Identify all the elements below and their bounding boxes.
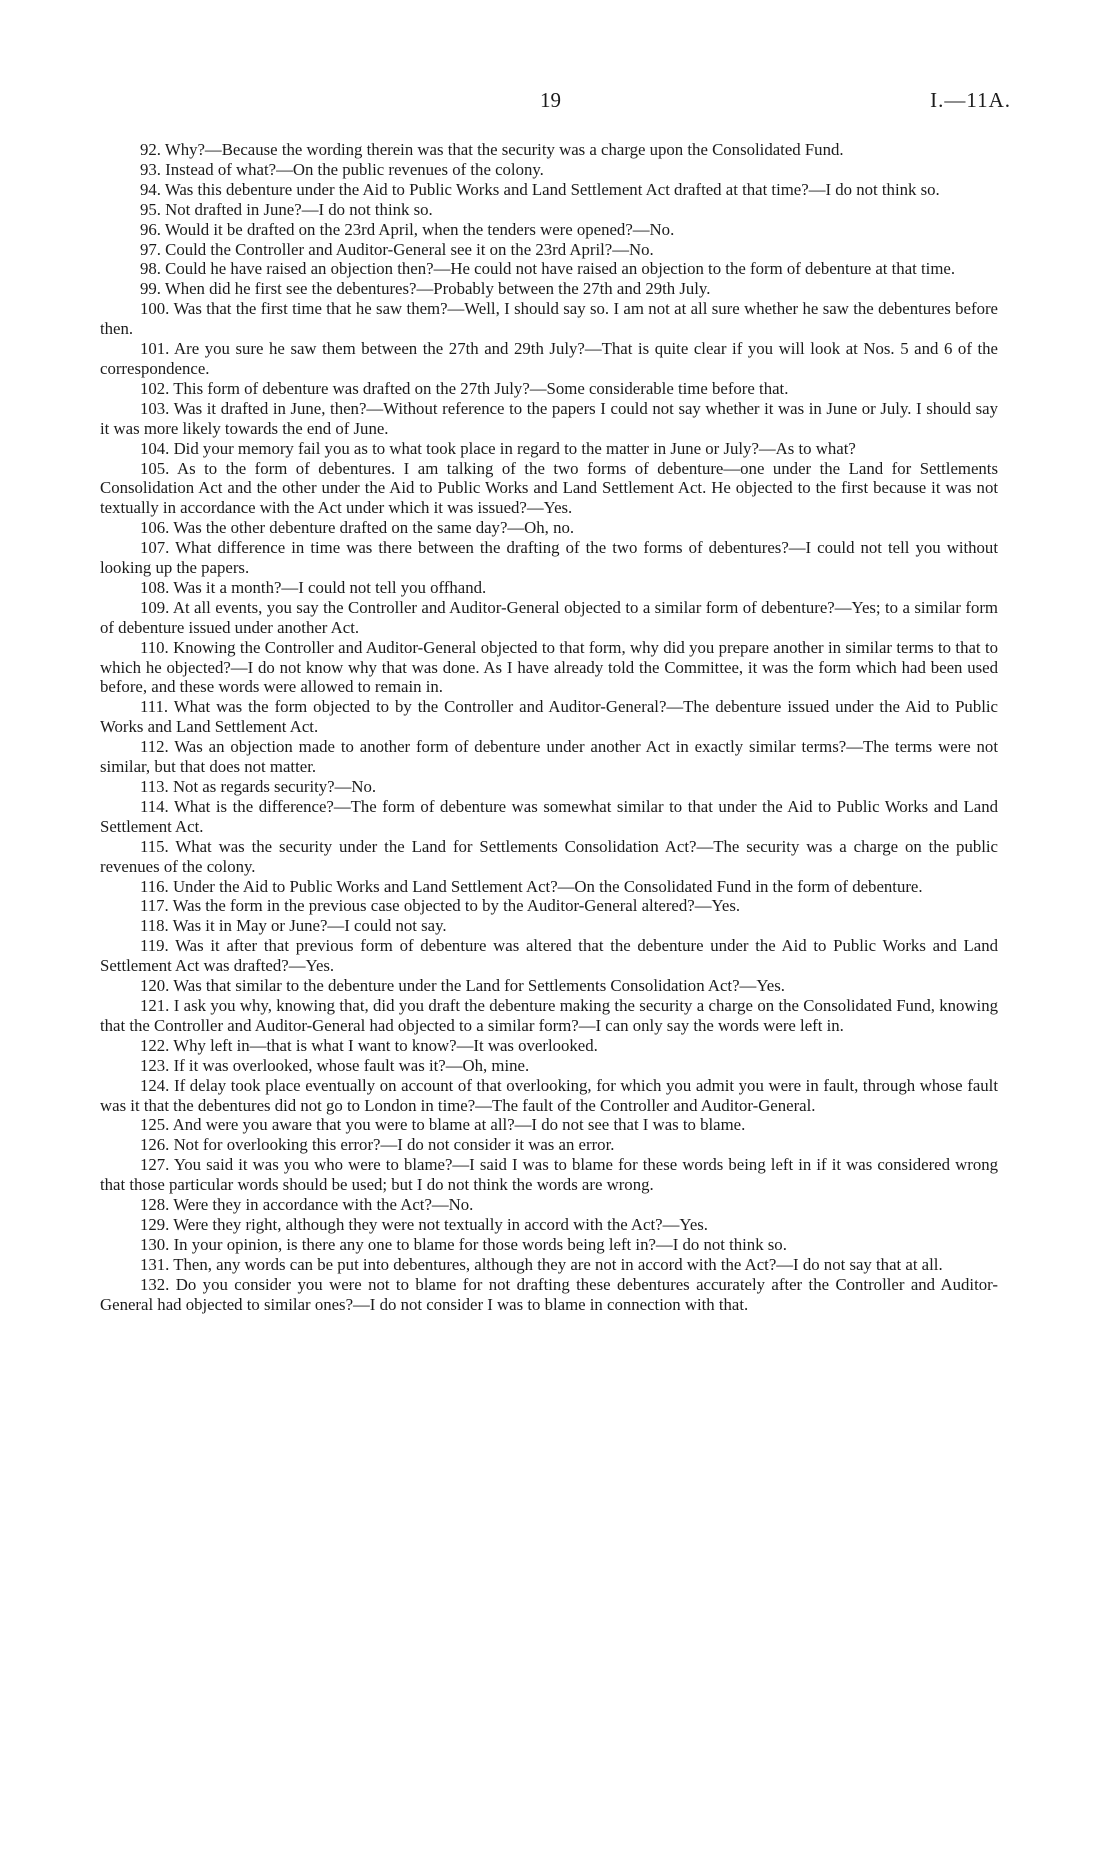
question-124: 124. If delay took place eventually on account of that overlooking, for which you admit you were in fault, through whose fault was it that the debentures did not go to London in time?—The fault of the Controller and Auditor-General. <box>100 1075 998 1115</box>
question-131: 131. Then, any words can be put into debentures, although they are not in accord with the Act?—I do not say that at all. <box>140 1254 943 1274</box>
question-97: 97. Could the Controller and Auditor-General see it on the 23rd April?—No. <box>140 239 654 259</box>
question-96: 96. Would it be drafted on the 23rd April, when the tenders were opened?—No. <box>140 219 675 239</box>
question-105: 105. As to the form of debentures. I am talking of the two forms of debenture—one under the Land for Settlements Consolidation Act and the other under the Aid to Public Works and Land Settlement Act. He objected to the first because it was not textually in accordance with the Act under which it was issued?—Yes. <box>100 458 998 518</box>
question-117: 117. Was the form in the previous case objected to by the Auditor-General altered?—Yes. <box>140 896 741 916</box>
question-114: 114. What is the difference?—The form of debenture was somewhat similar to that under the Aid to Public Works and Land Settlement Act. <box>100 796 998 836</box>
question-116: 116. Under the Aid to Public Works and Land Settlement Act?—On the Consolidated Fund in the form of debenture. <box>140 876 923 896</box>
question-123: 123. If it was overlooked, whose fault was it?—Oh, mine. <box>140 1055 530 1075</box>
question-118: 118. Was it in May or June?—I could not say. <box>140 916 447 936</box>
question-129: 129. Were they right, although they were not textually in accord with the Act?—Yes. <box>140 1214 708 1234</box>
question-104: 104. Did your memory fail you as to what took place in regard to the matter in June or July?—As to what? <box>140 438 856 458</box>
question-92: 92. Why?—Because the wording therein was that the security was a charge upon the Consolidated Fund. <box>140 140 844 159</box>
question-108: 108. Was it a month?—I could not tell you offhand. <box>140 577 487 597</box>
question-125: 125. And were you aware that you were to blame at all?—I do not see that I was to blame. <box>140 1115 746 1135</box>
question-119: 119. Was it after that previous form of debenture was altered that the debenture under the Aid to Public Works and Land Settlement Act was drafted?—Yes. <box>100 936 998 976</box>
question-102: 102. This form of debenture was drafted on the 27th July?—Some considerable time before that. <box>140 378 789 398</box>
question-128: 128. Were they in accordance with the Act?—No. <box>140 1195 474 1215</box>
question-109: 109. At all events, you say the Controller and Auditor-General objected to a similar form of debenture?—Yes; to a similar form of debenture issued under another Act. <box>100 597 998 637</box>
document-reference: I.—11A. <box>930 88 1011 112</box>
question-130: 130. In your opinion, is there any one to blame for those words being left in?—I do not think so. <box>140 1234 787 1254</box>
question-132: 132. Do you consider you were not to blame for not drafting these debentures accurately after the Controller and Auditor-General had objected to similar ones?—I do not consider I was to blame in connection with that. <box>100 1274 998 1314</box>
question-94: 94. Was this debenture under the Aid to Public Works and Land Settlement Act drafted at that time?—I do not think so. <box>140 179 940 199</box>
question-100: 100. Was that the first time that he saw them?—Well, I should say so. I am not at all sure whether he saw the debentures before then. <box>100 299 998 339</box>
question-107: 107. What difference in time was there between the drafting of the two forms of debentures?—I could not tell you without looking up the papers. <box>100 538 998 578</box>
question-126: 126. Not for overlooking this error?—I do not consider it was an error. <box>140 1135 615 1155</box>
page-header <box>0 88 1114 116</box>
question-95: 95. Not drafted in June?—I do not think so. <box>140 199 433 219</box>
question-103: 103. Was it drafted in June, then?—Without reference to the papers I could not say whether it was in June or July. I should say it was more likely towards the end of June. <box>100 398 998 438</box>
question-111: 111. What was the form objected to by the Controller and Auditor-General?—The debenture issued under the Aid to Public Works and Land Settlement Act. <box>100 697 998 737</box>
question-120: 120. Was that similar to the debenture under the Land for Settlements Consolidation Act?—Yes. <box>140 976 785 996</box>
question-112: 112. Was an objection made to another form of debenture under another Act in exactly similar terms?—The terms were not similar, but that does not matter. <box>100 737 998 777</box>
question-93: 93. Instead of what?—On the public revenues of the colony. <box>140 159 544 179</box>
evidence-text <box>100 140 998 1314</box>
question-110: 110. Knowing the Controller and Auditor-General objected to that form, why did you prepare another in similar terms to that to which he objected?—I do not know why that was done. As I have already told the Committee, it was the form which had been used before, and these words were allowed to remain in. <box>100 637 998 697</box>
question-121: 121. I ask you why, knowing that, did you draft the debenture making the security a charge on the Consolidated Fund, knowing that the Controller and Auditor-General had objected to a similar form?—I can only say the words were left in. <box>100 995 998 1035</box>
question-99: 99. When did he first see the debentures?—Probably between the 27th and 29th July. <box>140 279 711 299</box>
question-106: 106. Was the other debenture drafted on the same day?—Oh, no. <box>140 518 575 538</box>
question-115: 115. What was the security under the Land for Settlements Consolidation Act?—The security was a charge on the public revenues of the colony. <box>100 836 998 876</box>
page-number: 19 <box>540 88 561 112</box>
question-127: 127. You said it was you who were to blame?—I said I was to blame for these words being left in if it was considered wrong that those particular words should be used; but I do not think the words are wrong. <box>100 1155 998 1195</box>
question-101: 101. Are you sure he saw them between the 27th and 29th July?—That is quite clear if you will look at Nos. 5 and 6 of the correspondence. <box>100 339 998 378</box>
question-122: 122. Why left in—that is what I want to know?—It was overlooked. <box>140 1035 598 1055</box>
question-98: 98. Could he have raised an objection then?—He could not have raised an objection to the form of debenture at that time. <box>140 259 956 279</box>
question-113: 113. Not as regards security?—No. <box>140 777 377 796</box>
